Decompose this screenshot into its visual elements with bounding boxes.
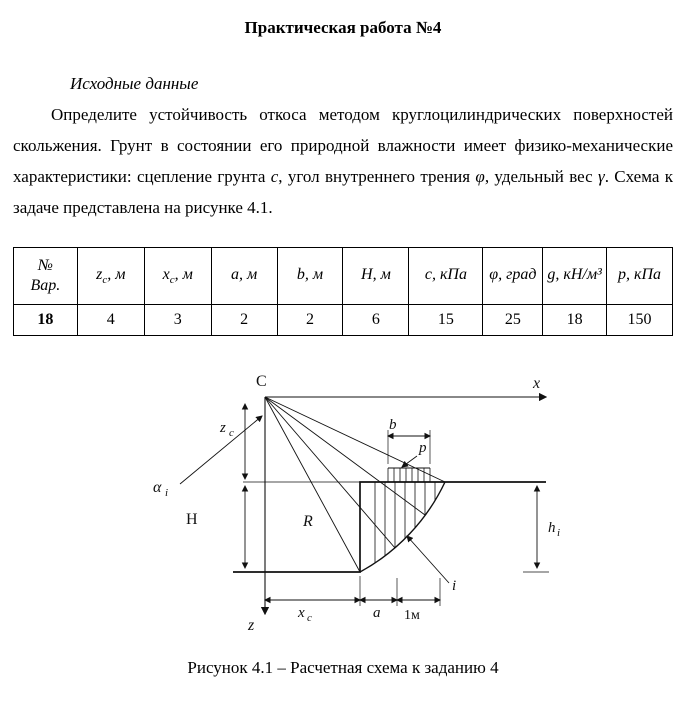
label-alpha-sub: i	[165, 487, 169, 499]
label-one-meter: 1м	[404, 608, 420, 623]
label-x-axis: x	[533, 375, 541, 392]
label-point-c: C	[256, 373, 267, 390]
col-header-xc: $x_c$, м	[144, 248, 211, 305]
label-H: H	[186, 511, 198, 528]
intro-text-2: , угол внутреннего трения	[278, 167, 476, 186]
label-zc: z	[220, 420, 226, 436]
col-header-p: p, кПа	[607, 248, 673, 305]
label-alpha: α	[153, 479, 162, 496]
col-header-H: H, м	[343, 248, 409, 305]
cell-a: 2	[211, 305, 277, 336]
cell-zc: 4	[77, 305, 144, 336]
parameters-table	[13, 247, 673, 336]
label-zc-sub: c	[229, 427, 234, 439]
section-heading: Исходные данные	[70, 74, 199, 93]
page-title: Практическая работа №4	[244, 18, 442, 37]
radius-line-3	[265, 397, 425, 515]
ground-profile	[233, 482, 546, 572]
label-xc: x	[298, 605, 305, 621]
scheme-figure	[0, 364, 686, 678]
label-p: p	[419, 440, 427, 456]
cell-phi: 25	[483, 305, 543, 336]
col-header-zc: $z_c$, м	[77, 248, 144, 305]
cell-b: 2	[277, 305, 343, 336]
label-xc-sub: c	[307, 612, 312, 624]
cell-H: 6	[343, 305, 409, 336]
table-row	[14, 305, 673, 336]
label-z-axis: z	[248, 617, 255, 634]
col-header-b: b, м	[277, 248, 343, 305]
intro-text-4: . Схема к задаче представлена на рисунке 4.1.	[13, 167, 673, 217]
cell-g: 18	[543, 305, 607, 336]
label-hi: h	[548, 520, 556, 536]
radius-line-2	[265, 397, 395, 548]
col-header-variant: № Вар.	[14, 248, 78, 305]
intro-text-1: Определите устойчивость откоса методом круглоцилиндрических поверхностей скольжения. Грунт в состоянии его природной влажности имеет физико-механические характеристики: сцепление грунта	[13, 105, 673, 186]
cell-c: 15	[409, 305, 483, 336]
slope-scheme-drawing	[0, 364, 686, 656]
table-header-row	[14, 248, 673, 305]
label-slice-i: i	[452, 578, 457, 594]
symbol-gamma: γ	[597, 167, 605, 186]
cell-variant: 18	[14, 305, 78, 336]
slip-circle-arc	[360, 482, 445, 572]
symbol-c: с	[270, 167, 279, 186]
intro-paragraph	[13, 99, 673, 223]
label-b: b	[389, 417, 397, 433]
intro-text-3: , удельный вес	[484, 167, 598, 186]
label-a: a	[373, 605, 381, 621]
figure-caption: Рисунок 4.1 – Расчетная схема к заданию 4	[187, 658, 499, 677]
col-header-g: g, кН/м³	[543, 248, 607, 305]
col-header-c: c, кПа	[409, 248, 483, 305]
slice-i-leader-arrow	[407, 536, 449, 583]
cell-p: 150	[607, 305, 673, 336]
col-header-a: a, м	[211, 248, 277, 305]
label-R: R	[303, 513, 313, 530]
symbol-phi: φ	[475, 167, 485, 186]
label-hi-sub: i	[557, 527, 561, 539]
col-header-phi: φ, град	[483, 248, 543, 305]
cell-xc: 3	[144, 305, 211, 336]
radius-line-toe	[265, 397, 360, 572]
